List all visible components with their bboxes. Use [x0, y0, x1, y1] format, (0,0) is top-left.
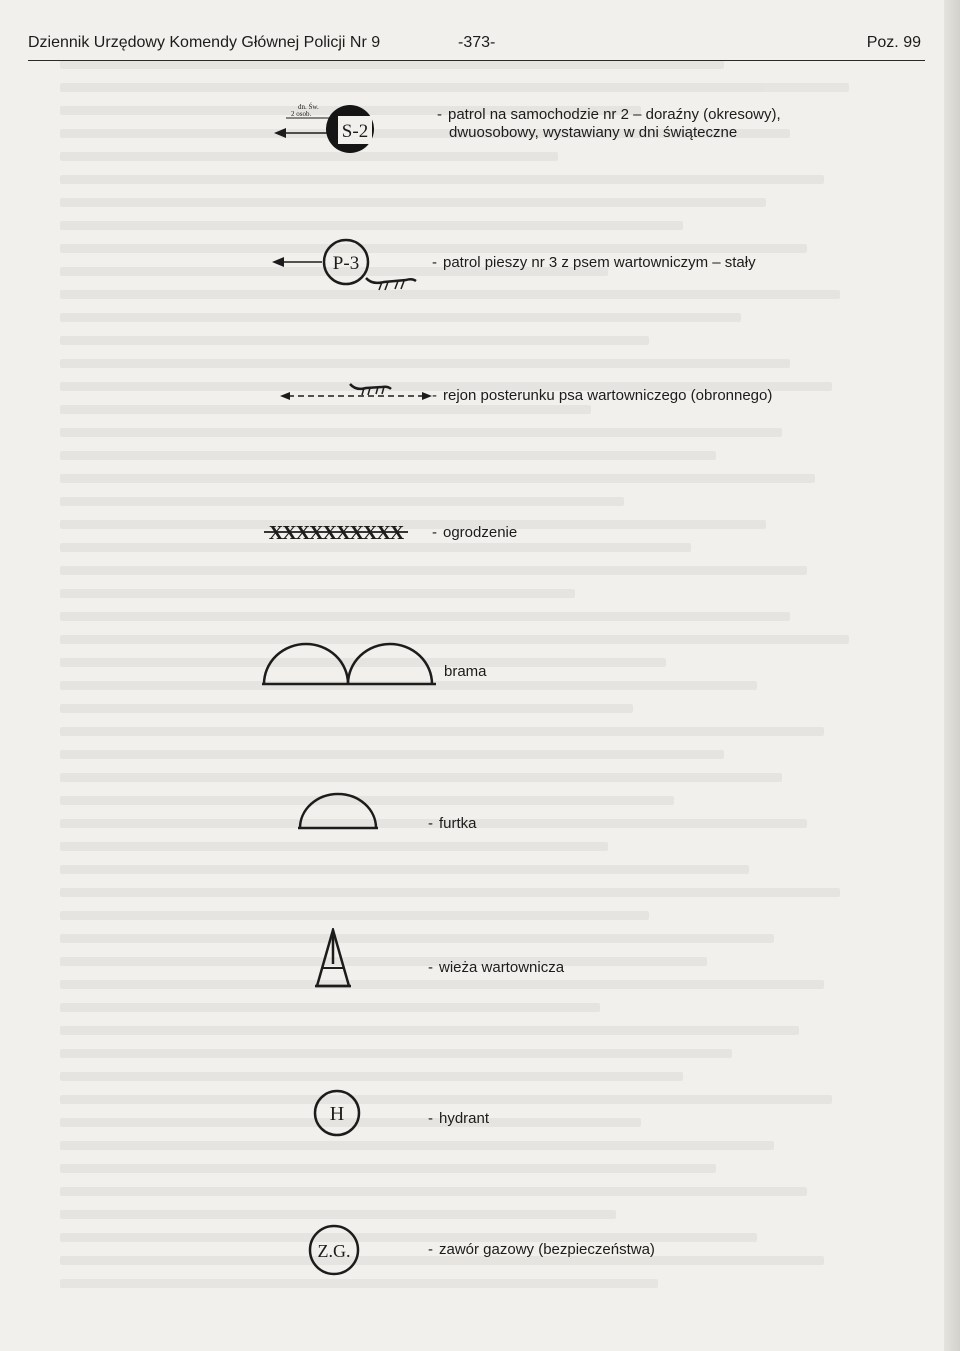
gate-symbol-icon [260, 640, 440, 692]
foot-patrol-text: patrol pieszy nr 3 z psem wartowniczym – stały [443, 254, 756, 271]
wicket-text: furtka [439, 815, 477, 832]
hydrant-code: H [329, 1103, 345, 1125]
car-patrol-code: S-2 [341, 121, 369, 142]
wicket-description: - furtka [428, 815, 477, 832]
gas-valve-symbol-icon [305, 1222, 363, 1278]
tower-text: wieża wartownicza [439, 959, 565, 976]
hydrant-symbol-icon [312, 1088, 362, 1138]
wicket-symbol-icon [296, 792, 380, 834]
car-patrol-day-note: dn. Św. [298, 103, 319, 111]
page-header [28, 34, 923, 60]
page-edge-shadow [944, 0, 960, 1351]
hydrant-description: - hydrant [428, 1110, 490, 1127]
foot-patrol-description: - patrol pieszy nr 3 z psem wartowniczym – stały [432, 254, 756, 271]
hydrant-text: hydrant [439, 1110, 490, 1127]
header-rule [28, 60, 925, 61]
gate-description [444, 663, 487, 681]
gate-text: brama [444, 663, 487, 680]
journal-title: Dziennik Urzędowy Komendy Głównej Policji Nr 9 [28, 34, 381, 51]
position-number: Poz. 99 [866, 34, 921, 51]
bleed-through-text [60, 60, 890, 1320]
fence-text: ogrodzenie [443, 524, 518, 541]
tower-description: - wieża wartownicza [428, 959, 565, 976]
gas-valve-text: zawór gazowy (bezpieczeństwa) [439, 1241, 655, 1258]
dog-area-description: - rejon posterunku psa wartowniczego (obronnego) [432, 387, 773, 404]
fence-symbol-icon [262, 516, 412, 550]
car-patrol-crew-note: 2 osob. [291, 110, 312, 118]
page-number: -373- [458, 34, 496, 51]
watchtower-symbol-icon [312, 928, 354, 992]
car-patrol-description: - patrol na samochodzie nr 2 – doraźny (okresowy), dwuosobowy, wystawiany w dni świąteczne [437, 106, 781, 141]
car-patrol-symbol-icon [272, 100, 392, 166]
foot-patrol-symbol-icon [272, 238, 422, 294]
gas-valve-code: Z.G. [317, 1241, 351, 1261]
dog-area-text: rejon posterunku psa wartowniczego (obronnego) [443, 387, 773, 404]
fence-pattern: XXXXXXXXXX [268, 522, 404, 544]
fence-description: - ogrodzenie [432, 524, 518, 541]
dog-area-symbol-icon [276, 376, 436, 410]
car-patrol-line-1: patrol na samochodzie nr 2 – doraźny (okresowy), [448, 106, 781, 123]
foot-patrol-code: P-3 [332, 253, 360, 274]
car-patrol-line-2: dwuosobowy, wystawiany w dni świąteczne [449, 124, 738, 141]
gas-valve-description: - zawór gazowy (bezpieczeństwa) [428, 1241, 655, 1258]
